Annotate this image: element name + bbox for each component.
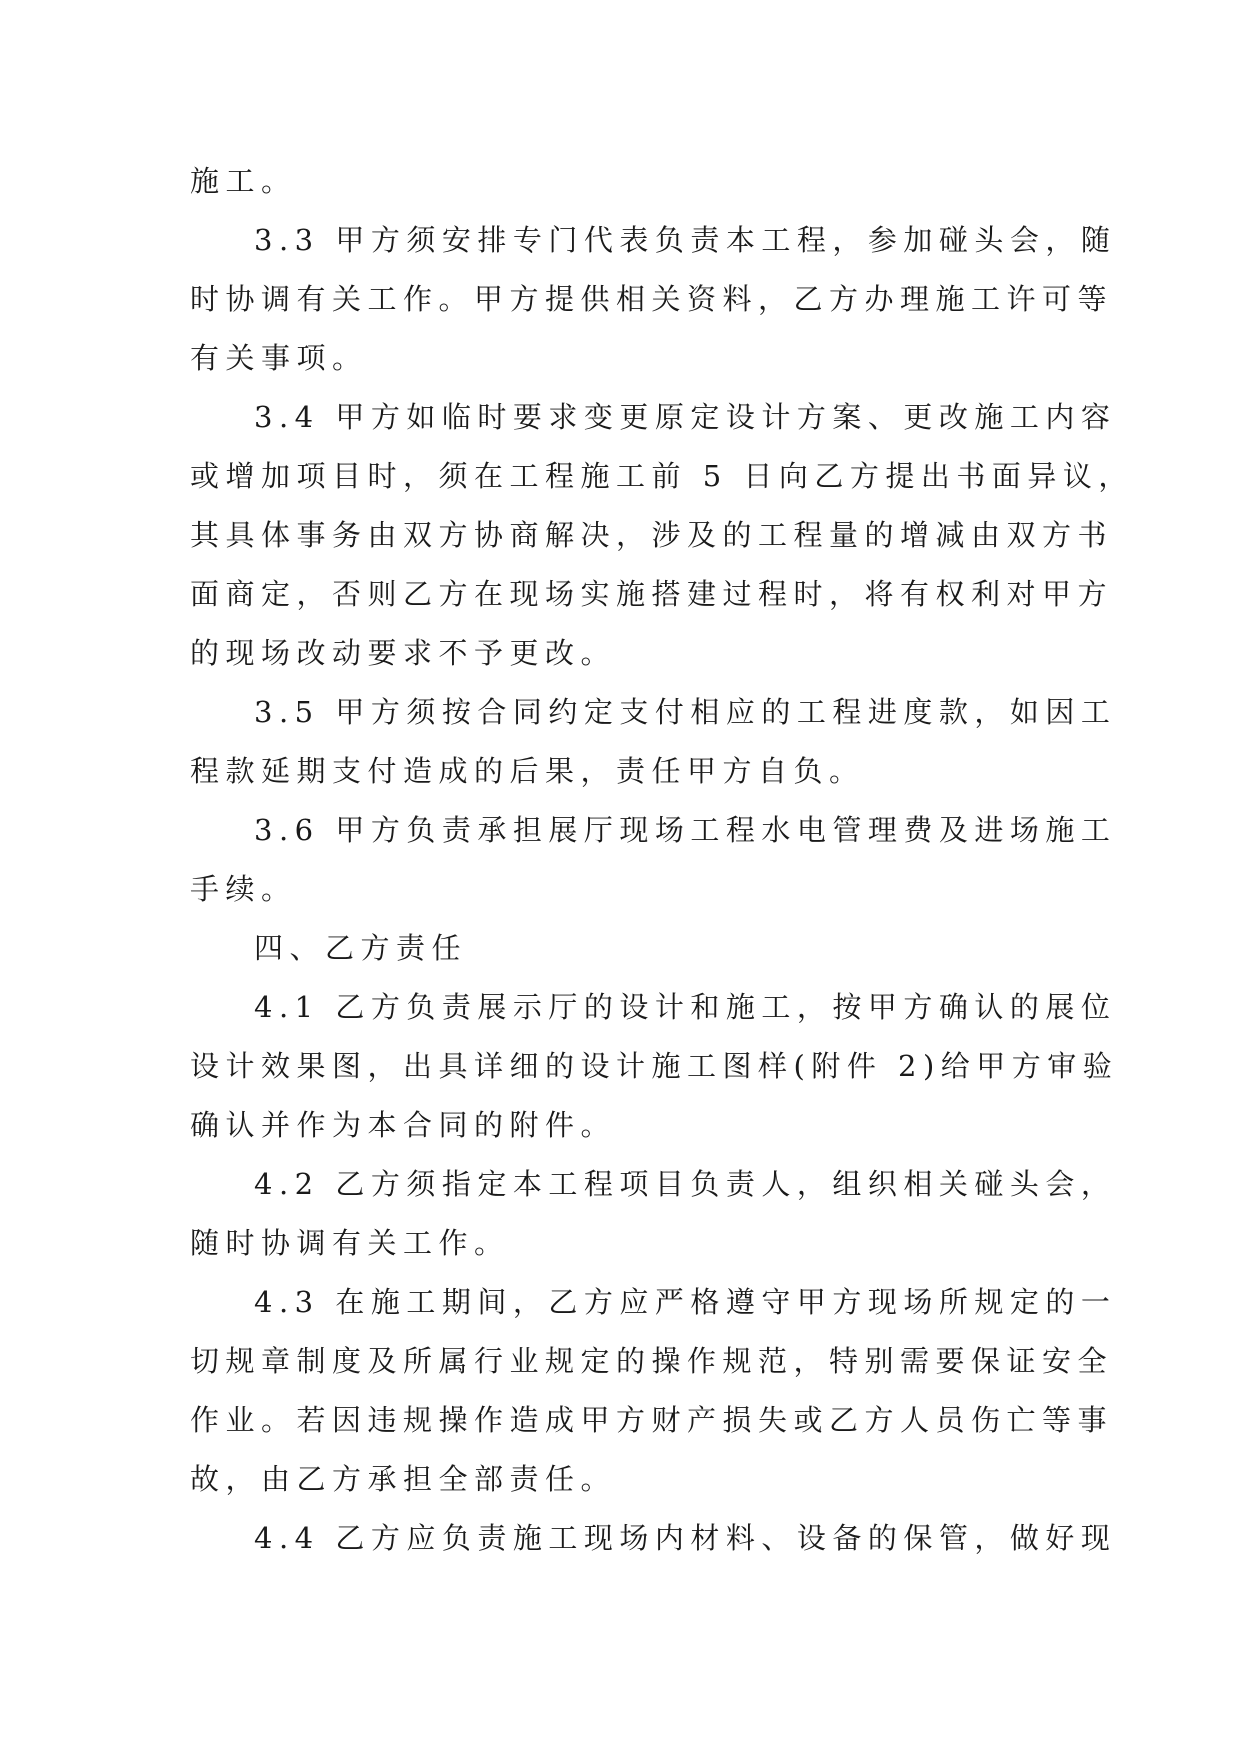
text-line: 的现场改动要求不予更改。 xyxy=(190,636,617,670)
paragraph-p3 xyxy=(190,683,1117,801)
text-line: 面商定，否则乙方在现场实施搭建过程时，将有权利对甲方 xyxy=(190,577,1114,611)
text-line: 3.6 甲方负责承担展厅现场工程水电管理费及进场施工 xyxy=(254,813,1117,847)
text-line: 或增加项目时，须在工程施工前 5 日向乙方提出书面异议， xyxy=(190,459,1134,493)
text-line: 3.4 甲方如临时要求变更原定设计方案、更改施工内容 xyxy=(254,400,1117,434)
paragraph-p4 xyxy=(190,801,1117,919)
text-line: 作业。若因违规操作造成甲方财产损失或乙方人员伤亡等事 xyxy=(190,1403,1114,1437)
paragraph-p7 xyxy=(190,1155,1117,1273)
paragraph-p9 xyxy=(190,1509,1117,1568)
text-line: 确认并作为本合同的附件。 xyxy=(190,1108,617,1142)
document-body xyxy=(190,152,1134,1568)
text-line: 4.3 在施工期间，乙方应严格遵守甲方现场所规定的一 xyxy=(254,1285,1117,1319)
text-line: 有关事项。 xyxy=(190,341,368,375)
paragraph-p2 xyxy=(190,388,1134,683)
text-line: 3.5 甲方须按合同约定支付相应的工程进度款，如因工 xyxy=(254,695,1117,729)
text-line: 四、乙方责任 xyxy=(254,931,468,965)
paragraph-p1 xyxy=(190,211,1117,388)
text-line: 施工。 xyxy=(190,164,297,198)
text-line: 4.1 乙方负责展示厅的设计和施工，按甲方确认的展位 xyxy=(254,990,1117,1024)
text-line: 时协调有关工作。甲方提供相关资料，乙方办理施工许可等 xyxy=(190,282,1114,316)
text-line: 手续。 xyxy=(190,872,297,906)
paragraph-p6 xyxy=(190,978,1119,1155)
text-line: 其具体事务由双方协商解决，涉及的工程量的增减由双方书 xyxy=(190,518,1114,552)
paragraph-p8 xyxy=(190,1273,1117,1509)
text-line: 3.3 甲方须安排专门代表负责本工程，参加碰头会，随 xyxy=(254,223,1117,257)
text-line: 切规章制度及所属行业规定的操作规范，特别需要保证安全 xyxy=(190,1344,1114,1378)
text-line: 故，由乙方承担全部责任。 xyxy=(190,1462,617,1496)
text-line: 程款延期支付造成的后果，责任甲方自负。 xyxy=(190,754,865,788)
text-line: 4.2 乙方须指定本工程项目负责人，组织相关碰头会， xyxy=(254,1167,1117,1201)
text-line: 随时协调有关工作。 xyxy=(190,1226,510,1260)
text-line: 设计效果图，出具详细的设计施工图样(附件 2)给甲方审验 xyxy=(190,1049,1119,1083)
text-line: 4.4 乙方应负责施工现场内材料、设备的保管，做好现 xyxy=(254,1521,1117,1555)
paragraph-p5 xyxy=(190,919,1070,978)
paragraph-p0 xyxy=(190,152,1070,211)
